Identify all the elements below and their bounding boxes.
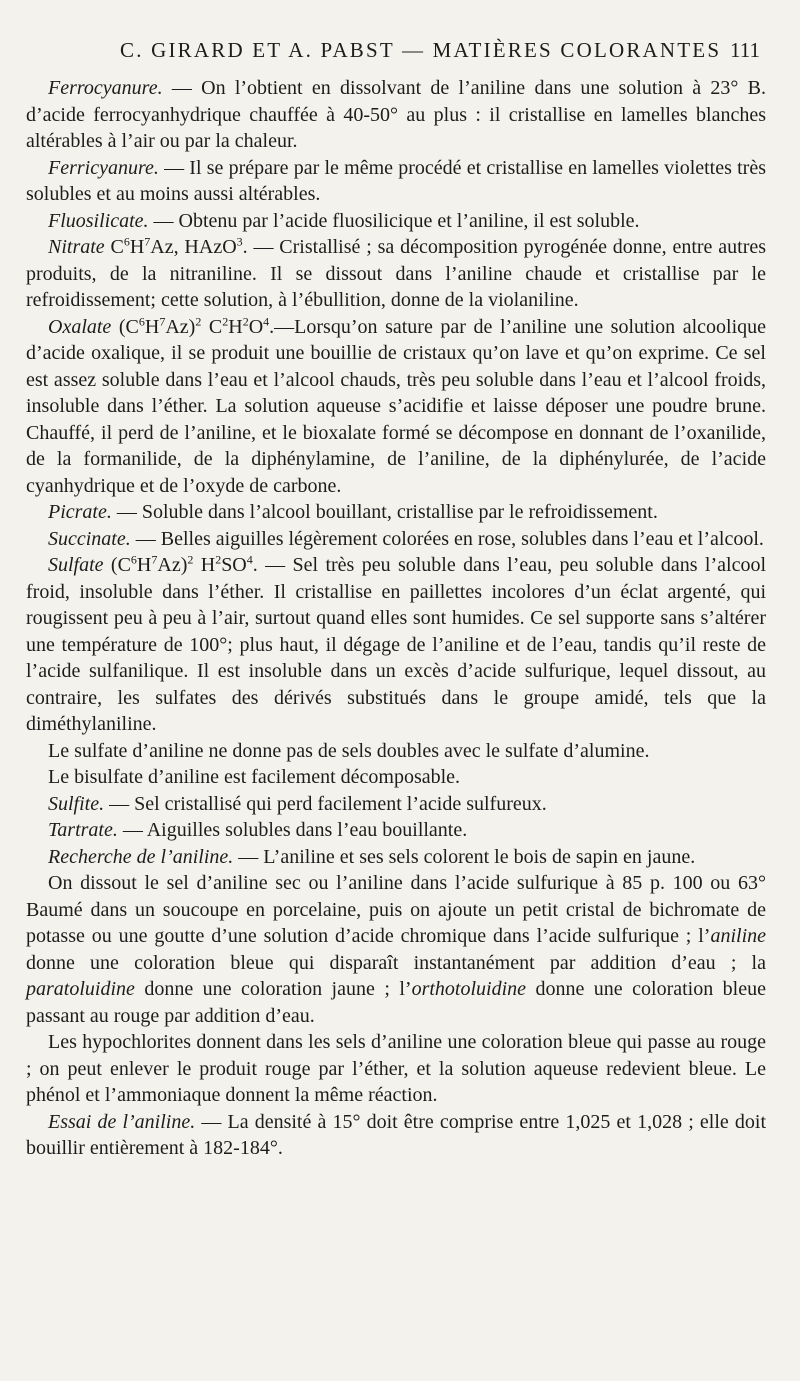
entry-term: Fluosilicate.	[48, 209, 149, 232]
formula-superscript: 2	[195, 313, 202, 328]
entry-term: Recherche de l’aniline.	[48, 845, 234, 868]
formula-superscript: 6	[123, 234, 130, 249]
formula-text: (C	[111, 315, 139, 338]
entry-term: Oxalate	[48, 315, 112, 338]
paragraph	[26, 208, 766, 235]
formula-superscript: 6	[130, 552, 137, 567]
formula-text: SO	[221, 554, 247, 576]
paragraph-text: — La densité à 15° doit être comprise entre 1,025 et 1,028 ; elle doit bouillir entièrement à 182-184°.	[26, 1110, 766, 1159]
italic-term: paratoluidine	[26, 978, 135, 1000]
entry-term: Picrate.	[48, 501, 112, 523]
formula-superscript: 7	[151, 552, 158, 567]
entry-term: Sulfite.	[48, 792, 105, 815]
paragraph-text: On dissout le sel d’aniline sec ou l’aniline dans l’acide sulfurique à 85 p. 100 ou 63° Baumé dans un soucoupe en porcelaine, puis on ajoute un petit cristal de bichromate de potasse ou une goutte d’une solution d’acide chromique dans l’acide sulfurique ; l’	[26, 872, 766, 947]
formula-text: O	[248, 315, 264, 338]
formula-text: H	[144, 315, 160, 338]
formula-text: H	[228, 315, 243, 338]
paragraph	[26, 844, 766, 871]
formula-text: C	[104, 236, 124, 258]
document-body	[26, 75, 766, 1162]
entry-term: Ferricyanure.	[48, 156, 159, 179]
entry-term: Essai de l’aniline.	[48, 1110, 196, 1133]
entry-term: Tartrate.	[48, 819, 118, 841]
paragraph	[26, 75, 766, 155]
paragraph-text: Le sulfate d’aniline ne donne pas de sels doubles avec le sulfate d’alumine.	[48, 739, 650, 762]
formula-text: .	[269, 315, 275, 338]
formula-superscript: 2	[242, 313, 249, 328]
paragraph-text: donne une coloration bleue passant au rouge par addition d’eau.	[26, 978, 766, 1027]
chemical-formula	[105, 236, 248, 258]
formula-superscript: 4	[246, 552, 253, 567]
formula-text: C	[201, 315, 223, 338]
paragraph-text: — Belles aiguilles légèrement colorées en rose, solubles dans l’eau et l’alcool.	[130, 527, 764, 550]
page-number: 111	[730, 38, 760, 62]
formula-text: H	[136, 554, 152, 576]
paragraph-text: — Il se prépare par le même procédé et cristallise en lamelles violettes très solubles et au moins aussi altérables.	[26, 156, 766, 205]
paragraph	[26, 764, 766, 791]
running-title: C. GIRARD ET A. PABST — MATIÈRES COLORANTES	[120, 38, 722, 62]
chemical-formula	[111, 313, 275, 338]
paragraph	[26, 870, 766, 1029]
italic-term: aniline	[710, 925, 766, 947]
entry-term: Sulfate	[48, 554, 104, 576]
formula-text: Az, HAzO	[150, 236, 237, 258]
formula-text: Az)	[165, 315, 196, 338]
paragraph	[26, 314, 766, 500]
paragraph-text: — Cristallisé ; sa décomposition pyrogénée donne, entre autres produits, de la nitraniline. Il se dissout dans l’aniline chaude et cristallise par le refroidissement; cette solution, à l’ébullition, donne de la violaniline.	[26, 236, 767, 311]
formula-superscript: 6	[138, 313, 145, 328]
paragraph-text: Le bisulfate d’aniline est facilement décomposable.	[48, 766, 461, 788]
page-header	[0, 38, 800, 68]
paragraph-text: donne une coloration bleue qui disparaît instantanément par addition d’eau ; la	[26, 951, 766, 974]
paragraph-text: —Lorsqu’on sature par de l’aniline une solution alcoolique d’acide oxalique, il se produit une bouillie de cristaux qu’on lave et qu’on exprime. Ce sel est assez soluble dans l’eau et l’alcool chauds, très peu soluble dans l’eau et l’alcool froids, insoluble dans l’éther. La solution aqueuse s’acidifie et laisse déposer une poudre brune. Chauffé, il perd de l’aniline, et le bioxalate formé se décompose en donnant de l’oxanilide, de la formanilide, de la diphénylamine, de l’aniline, de la diphénylurée, de l’acide cyanhydrique et de l’oxyde de carbone.	[26, 315, 767, 497]
formula-superscript: 3	[236, 234, 243, 249]
formula-text: Az)	[157, 554, 188, 576]
entry-term: Nitrate	[48, 236, 105, 258]
paragraph-text: — On l’obtient en dissolvant de l’aniline dans une solution à 23° B. d’acide ferrocyanhydrique chauffée à 40-50° au plus : il cristallise en lamelles blanches altérables à l’air ou par la chaleur.	[26, 77, 766, 152]
paragraph-text: — Obtenu par l’acide fluosilicique et l’aniline, il est soluble.	[148, 209, 640, 232]
paragraph-text: Les hypochlorites donnent dans les sels d’aniline une coloration bleue qui passe au rouge ; on peut enlever le produit rouge par l’éther, et la solution aqueuse redevient bleue. Le phénol et l’ammoniaque donnent la même réaction.	[26, 1031, 766, 1106]
formula-superscript: 2	[222, 313, 229, 328]
paragraph	[26, 1109, 766, 1162]
paragraph	[26, 499, 766, 526]
paragraph-text: donne une coloration jaune ; l’	[134, 978, 412, 1000]
paragraph	[26, 526, 766, 553]
formula-text: H	[193, 554, 216, 576]
paragraph	[26, 552, 766, 738]
paragraph-text: — L’aniline et ses sels colorent le bois de sapin en jaune.	[233, 845, 696, 868]
formula-superscript: 7	[144, 234, 151, 249]
formula-superscript: 4	[263, 313, 270, 328]
chemical-formula	[104, 554, 258, 576]
formula-superscript: 7	[159, 313, 166, 328]
formula-superscript: 2	[215, 552, 222, 567]
paragraph-text: — Sel cristallisé qui perd facilement l’acide sulfureux.	[104, 792, 547, 815]
formula-text: .	[242, 236, 248, 258]
paragraph	[26, 791, 766, 818]
paragraph-text: — Soluble dans l’alcool bouillant, cristallise par le refroidissement.	[111, 501, 658, 523]
formula-text: (C	[103, 554, 131, 576]
italic-term: orthotoluidine	[411, 978, 527, 1000]
paragraph	[26, 155, 766, 208]
paragraph	[26, 1029, 766, 1109]
paragraph-text: — Sel très peu soluble dans l’eau, peu soluble dans l’alcool froid, insoluble dans l’éther. Il cristallise en paillettes incolores d’un éclat argenté, qui rougissent peu à peu à l’air, surtout quand elles sont humides. Ce sel supporte sans s’altérer une température de 100°; plus haut, il dégage de l’aniline et de l’eau, tandis qu’il reste de l’acide sulfanilique. Il est insoluble dans un excès d’acide sulfurique, lequel dissout, au contraire, les sulfates des dérivés substitués dans le groupe amidé, tels que la diméthylaniline.	[26, 554, 766, 735]
entry-term: Succinate.	[48, 527, 131, 550]
formula-text: .	[252, 554, 258, 576]
paragraph	[26, 817, 766, 844]
paragraph-text: — Aiguilles solubles dans l’eau bouillante.	[117, 819, 468, 841]
formula-superscript: 2	[187, 552, 194, 567]
paragraph	[26, 234, 766, 314]
formula-text: H	[129, 236, 145, 258]
entry-term: Ferrocyanure.	[48, 77, 163, 99]
paragraph	[26, 738, 766, 765]
